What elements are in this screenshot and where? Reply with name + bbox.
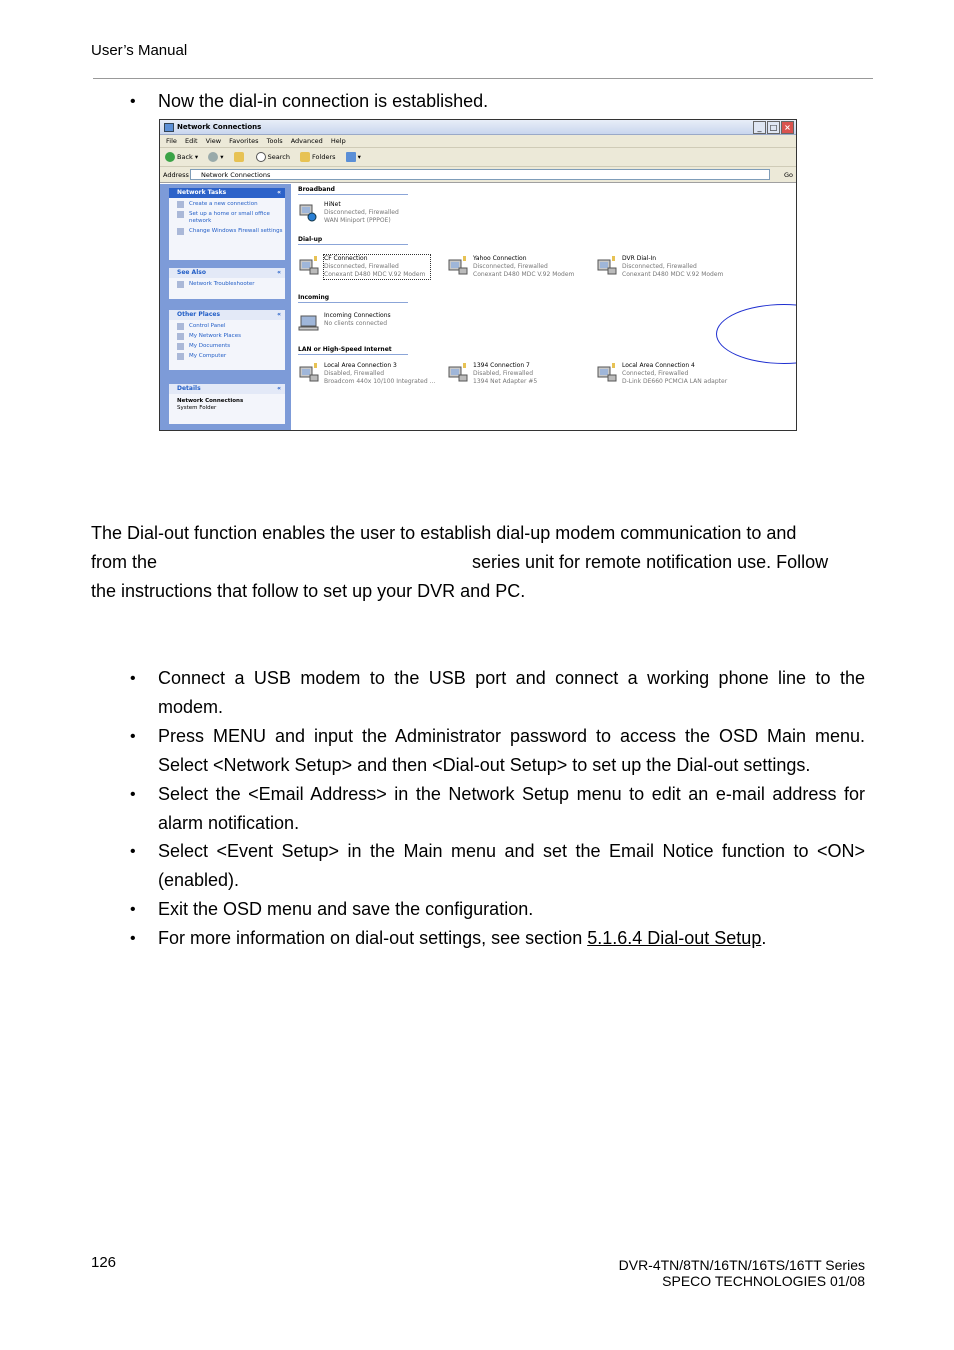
incoming-connection-icon (298, 312, 320, 334)
menu-help[interactable]: Help (330, 137, 346, 145)
dialout-line-2a: from the (91, 552, 158, 572)
footer-company: SPECO TECHNOLOGIES 01/08 (662, 1273, 865, 1289)
connections-list: Broadband HiNet Disconnected, Firewalled WAN Miniport (PPPOE) Dial-up CF Connection Disconnected, Firewalled Conexant D480 MDC V.92 Modem Yahoo Connection Disconnected, Firewalled Conexant D480 MDC V.92 Modem DVR Dial-In Disconnected, Firewalled Conexant D480 MDC V.92 Modem Incoming Incoming Connections No clients connected LAN or High-Speed Internet Local Area Connection 3 Disabled, Firewalled Broadcom 440x 10/100 Integrated ... 1394 Connection 7 Disabled, Firewalled 1394 Net Adapter #5 Local Area Connection 4 Connected, Firewalled D-Link DE660 PCMCIA LAN adapter (291, 184, 797, 431)
menu-file[interactable]: File (166, 137, 177, 145)
lan-connection-icon (298, 362, 320, 384)
section-divider (298, 194, 408, 195)
dialout-line-2b: series unit for remote notification use. Follow (472, 552, 829, 572)
up-folder-button[interactable] (234, 148, 246, 167)
menu-tools[interactable]: Tools (266, 137, 283, 145)
other-places-panel (169, 310, 285, 370)
menu-advanced[interactable]: Advanced (290, 137, 323, 145)
task-create-connection[interactable]: Create a new connection (169, 201, 285, 208)
dialup-connection-icon (447, 255, 469, 277)
section-lan: LAN or High-Speed Internet (298, 346, 392, 353)
up-folder-icon (234, 152, 244, 162)
close-button[interactable]: × (781, 121, 794, 134)
go-button[interactable]: Go (783, 171, 793, 179)
folders-icon (300, 152, 310, 162)
views-button[interactable]: ▾ (346, 148, 361, 167)
address-label: Address (163, 171, 189, 179)
network-tasks-title[interactable]: Network Tasks « (169, 188, 285, 198)
dialout-line-3: the instructions that follow to set up your DVR and PC. (91, 581, 526, 601)
see-also-title[interactable]: See Also « (169, 268, 285, 278)
dialout-line-2 (91, 548, 866, 577)
page-header-title: User’s Manual (91, 42, 188, 59)
section-divider (298, 244, 408, 245)
control-panel-link[interactable]: Control Panel (169, 323, 285, 330)
footer-series: DVR-4TN/8TN/16TN/16TS/16TT Series (618, 1257, 865, 1273)
step-2: • Press MENU and input the Administrator password to access the OSD Main menu. Select <Network Setup> and then <Dial-out Setup> to set up the Dial-out settings. (158, 722, 865, 780)
details-panel (169, 384, 285, 424)
network-places-link[interactable]: My Network Places (169, 333, 285, 340)
lan-connection-icon (596, 362, 618, 384)
details-title[interactable]: Details « (169, 384, 285, 394)
menu-favorites[interactable]: Favorites (229, 137, 259, 145)
forward-button[interactable]: ▾ (208, 148, 223, 167)
window-titlebar (160, 120, 796, 135)
folders-button[interactable]: Folders (300, 148, 335, 167)
task-home-network[interactable]: Set up a home or small office network (169, 211, 285, 225)
back-button[interactable]: Back ▾ (165, 148, 198, 167)
other-places-title[interactable]: Other Places « (169, 310, 285, 320)
menu-bar (160, 135, 796, 148)
step-6: • For more information on dial-out settings, see section 5.1.6.4 Dial-out Setup. (158, 924, 865, 953)
dialup-connection-icon (596, 255, 618, 277)
toolbar (160, 148, 796, 167)
dialout-setup-link[interactable]: 5.1.6.4 Dial-out Setup (587, 928, 762, 948)
address-bar (160, 167, 796, 183)
search-button[interactable]: Search (256, 148, 290, 167)
search-icon (256, 152, 266, 162)
minimize-button[interactable]: _ (753, 121, 766, 134)
step-4: • Select <Event Setup> in the Main menu and set the Email Notice function to <ON> (enabled). (158, 837, 865, 895)
maximize-button[interactable]: □ (767, 121, 780, 134)
see-also-panel (169, 268, 285, 299)
task-pane (160, 184, 291, 431)
section-broadband: Broadband (298, 186, 335, 193)
section-incoming: Incoming (298, 294, 330, 301)
my-computer-link[interactable]: My Computer (169, 353, 285, 360)
back-arrow-icon (165, 152, 175, 162)
menu-view[interactable]: View (205, 137, 222, 145)
dialout-description (91, 519, 866, 606)
dialup-connection-icon (298, 255, 320, 277)
dialout-line-1: The Dial-out function enables the user to establish dial-up modem communication to and (91, 523, 797, 543)
network-connections-window (159, 119, 797, 431)
footer-info (619, 1257, 865, 1289)
step-1: • Connect a USB modem to the USB port and connect a working phone line to the modem. (158, 664, 865, 722)
details-name: Network Connections (177, 398, 244, 404)
window-title: Network Connections (177, 123, 262, 131)
lan-connection-icon (447, 362, 469, 384)
intro-bullet: • Now the dial-in connection is established. (158, 87, 858, 116)
section-dialup: Dial-up (298, 236, 323, 243)
network-troubleshooter-link[interactable]: Network Troubleshooter (169, 281, 285, 288)
network-folder-icon (164, 123, 174, 132)
section-divider (298, 354, 408, 355)
task-firewall-settings[interactable]: Change Windows Firewall settings (169, 228, 285, 235)
details-type: System Folder (177, 405, 217, 411)
step-5: • Exit the OSD menu and save the configuration. (158, 895, 865, 924)
menu-edit[interactable]: Edit (184, 137, 198, 145)
forward-arrow-icon (208, 152, 218, 162)
section-divider (298, 302, 408, 303)
network-tasks-panel (169, 188, 285, 260)
address-input[interactable]: Network Connections (190, 169, 770, 180)
header-divider (93, 78, 873, 79)
views-icon (346, 152, 356, 162)
dvr-highlight-circle (716, 304, 797, 364)
step-3: • Select the <Email Address> in the Network Setup menu to edit an e-mail address for alarm notification. (158, 780, 865, 838)
page-number: 126 (91, 1254, 117, 1271)
broadband-connection-icon (298, 201, 320, 223)
my-documents-link[interactable]: My Documents (169, 343, 285, 350)
